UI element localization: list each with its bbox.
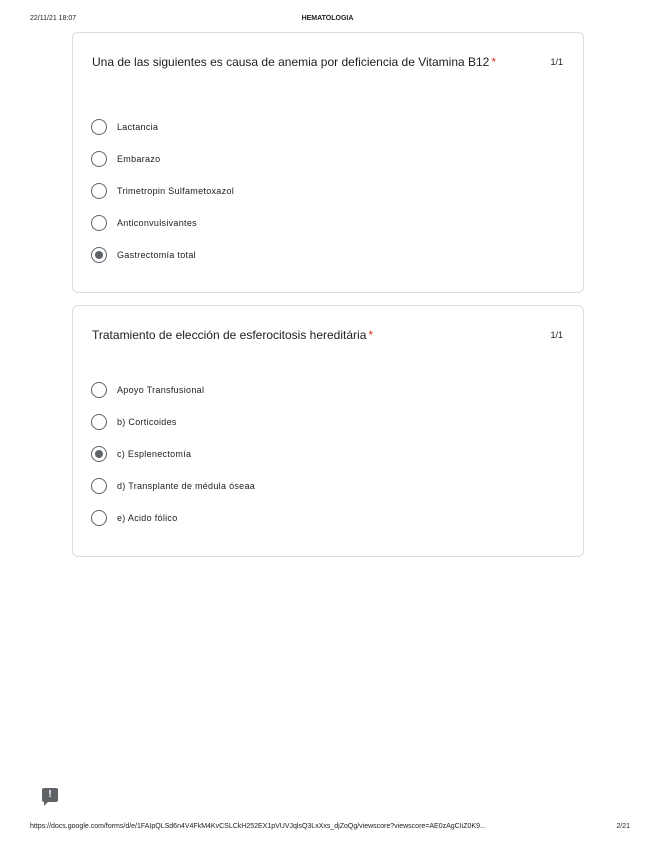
option-label: d) Transplante de médula óseaa	[117, 481, 256, 491]
radio-option[interactable]	[91, 207, 234, 239]
radio-button[interactable]	[91, 414, 107, 430]
print-footer	[30, 823, 630, 835]
option-label: Gastrectomía total	[117, 250, 196, 260]
radio-option[interactable]	[91, 502, 255, 534]
option-label: b) Corticoides	[117, 417, 177, 427]
radio-button[interactable]	[91, 151, 107, 167]
option-list	[91, 374, 255, 534]
radio-option[interactable]	[91, 438, 255, 470]
option-label: Trimetropin Sulfametoxazol	[117, 186, 235, 196]
radio-button[interactable]	[91, 382, 107, 398]
radio-option[interactable]	[91, 175, 234, 207]
radio-button-checked[interactable]	[91, 247, 107, 263]
required-mark: *	[491, 55, 497, 69]
option-label: e) Acido fólico	[117, 513, 178, 523]
page-number: 2/21	[616, 823, 630, 830]
radio-button-checked[interactable]	[91, 446, 107, 462]
question-text	[92, 328, 373, 342]
print-header	[0, 15, 655, 27]
radio-option[interactable]	[91, 143, 234, 175]
radio-button[interactable]	[91, 183, 107, 199]
radio-option[interactable]	[91, 406, 255, 438]
print-date: 22/11/21 18:07	[30, 15, 77, 22]
question-card	[72, 32, 584, 293]
feedback-icon[interactable]: !	[42, 788, 58, 802]
radio-button[interactable]	[91, 510, 107, 526]
question-text	[92, 55, 496, 69]
radio-option[interactable]	[91, 374, 255, 406]
option-list	[91, 111, 234, 271]
radio-button[interactable]	[91, 478, 107, 494]
radio-option[interactable]	[91, 470, 255, 502]
radio-option[interactable]	[91, 111, 234, 143]
question-score: 1/1	[550, 330, 563, 340]
question-label: Tratamiento de elección de esferocitosis hereditária	[92, 328, 367, 342]
option-label: c) Esplenectomía	[117, 449, 192, 459]
option-label: Embarazo	[117, 154, 161, 164]
option-label: Lactancia	[117, 122, 159, 132]
question-score: 1/1	[550, 57, 563, 67]
page-url: https://docs.google.com/forms/d/e/1FAIpQLSd6n4V4FkM4KvCSLCkH252EX1pVUVJqlsQ3LxXxs_djZoQg/viewscore?viewscore=AE0zAgCIiZ0K9...	[30, 823, 486, 830]
radio-option[interactable]	[91, 239, 234, 271]
required-mark: *	[368, 328, 374, 342]
radio-button[interactable]	[91, 119, 107, 135]
option-label: Apoyo Transfusional	[117, 385, 205, 395]
question-label: Una de las siguientes es causa de anemia por deficiencia de Vitamina B12	[92, 55, 490, 69]
print-title: HEMATOLOGIA	[301, 15, 354, 22]
radio-button[interactable]	[91, 215, 107, 231]
option-label: Anticonvulsivantes	[117, 218, 197, 228]
question-card	[72, 305, 584, 557]
